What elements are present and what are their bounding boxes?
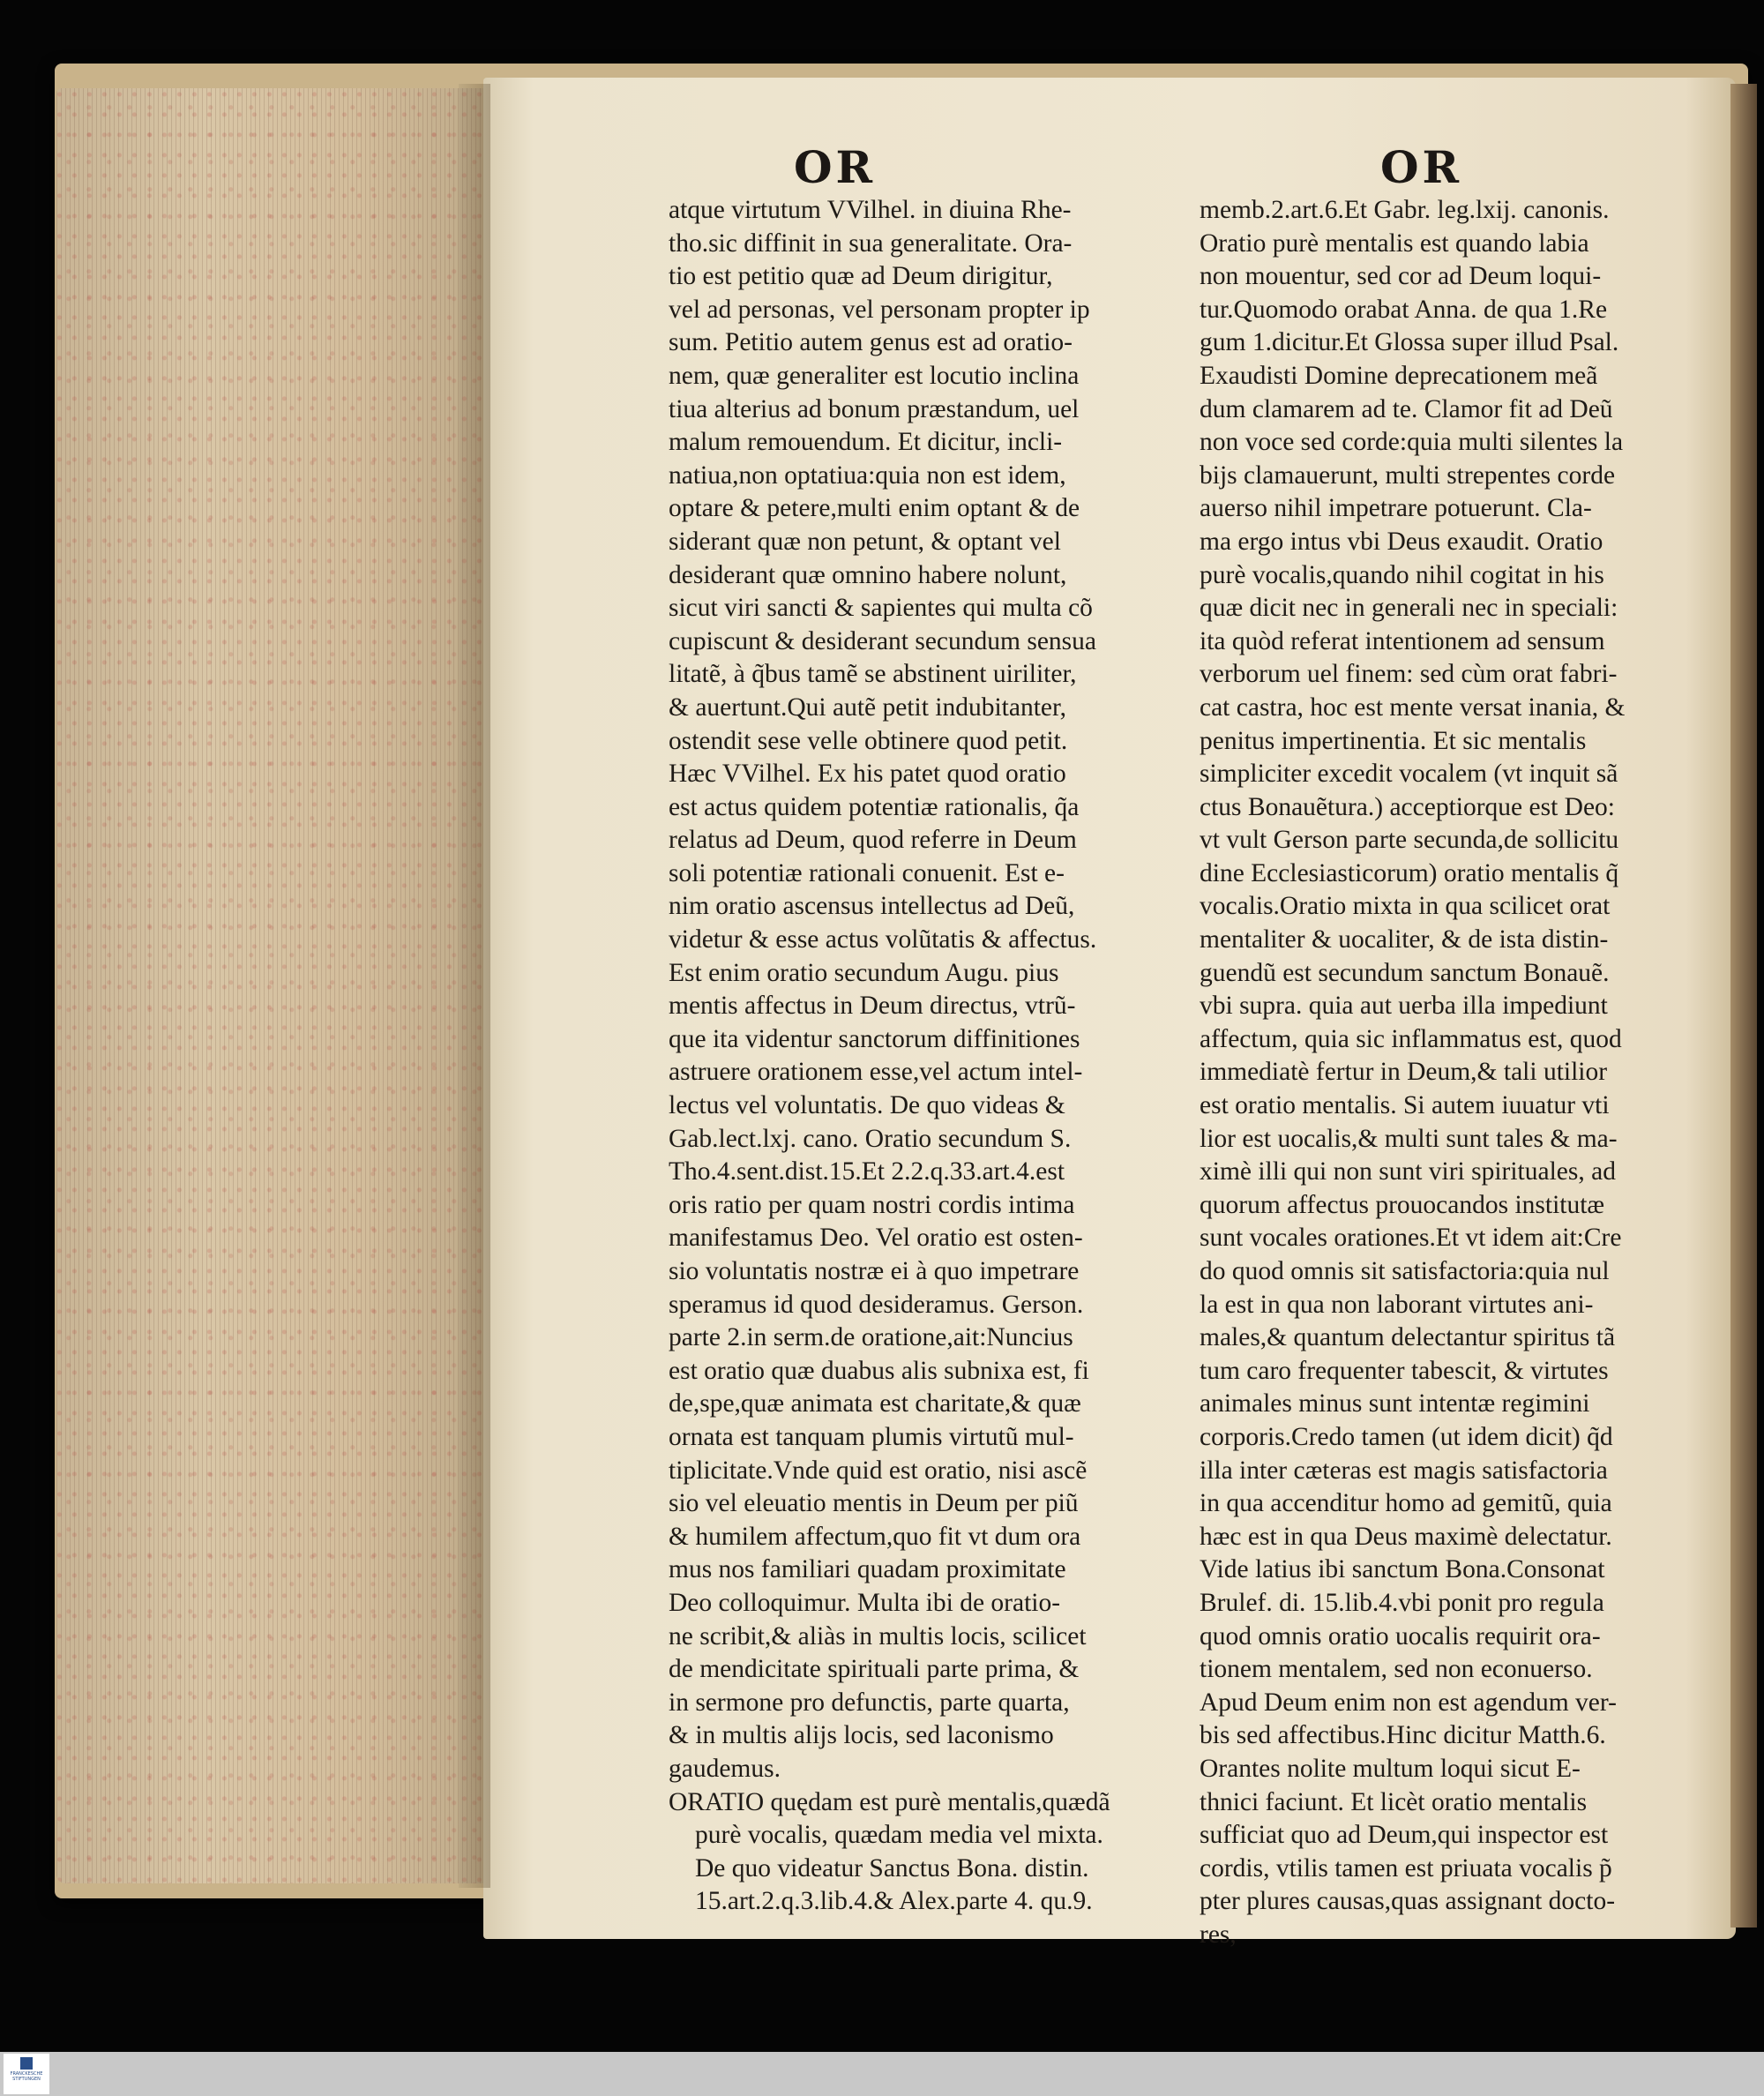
text-line: quæ dicit nec in generali nec in speciali: — [1200, 594, 1618, 623]
text-line: in qua accenditur homo ad gemitũ, quia — [1200, 1489, 1612, 1518]
text-line: res, — [1200, 1920, 1237, 1949]
text-line: relatus ad Deum, quod referre in Deum — [669, 826, 1077, 855]
text-line: immediatè fertur in Deum,& tali utilior — [1200, 1058, 1608, 1087]
logo-text: FRANCKESCHE STIFTUNGEN — [10, 2071, 43, 2082]
text-line: cordis, vtilis tamen est priuata vocalis p̃ — [1200, 1853, 1612, 1883]
text-line: de mendicitate spirituali parte prima, & — [669, 1655, 1080, 1684]
text-line: & humilem affectum,quo fit vt dum ora — [669, 1522, 1081, 1551]
text-line: & auertunt.Qui autẽ petit indubitanter, — [669, 692, 1067, 722]
text-line: verborum uel finem: sed cùm orat fabri- — [1200, 660, 1618, 689]
gutter-shadow — [459, 84, 490, 1888]
text-line: De quo videatur Sanctus Bona. distin. — [695, 1853, 1089, 1883]
text-line: tio est petitio quæ ad Deum dirigitur, — [669, 262, 1053, 291]
text-line: vbi supra. quia aut uerba illa impediunt — [1200, 992, 1608, 1021]
text-line: tiplicitate.Vnde quid est oratio, nisi ascẽ — [669, 1456, 1088, 1485]
fore-edge — [56, 88, 489, 1883]
text-line: purè vocalis,quando nihil cogitat in his — [1200, 560, 1604, 589]
text-line: Gab.lect.lxj. cano. Oratio secundum S. — [669, 1124, 1072, 1153]
text-line: Apud Deum enim non est agendum ver- — [1200, 1688, 1617, 1717]
text-line: Deo colloquimur. Multa ibi de oratio- — [669, 1588, 1061, 1617]
text-line: siderant quæ non petunt, & optant vel — [669, 527, 1061, 556]
text-line: memb.2.art.6.Et Gabr. leg.lxij. canonis. — [1200, 196, 1610, 224]
text-line: thnici faciunt. Et licèt oratio mentalis — [1200, 1787, 1588, 1816]
text-line: tionem mentalem, sed non econuerso. — [1200, 1655, 1593, 1684]
text-line: guendũ est secundum sanctum Bonauẽ. — [1200, 958, 1610, 987]
text-line: parte 2.in serm.de oratione,ait:Nuncius — [669, 1323, 1073, 1352]
text-line: purè vocalis, quædam media vel mixta. — [695, 1821, 1103, 1850]
text-line: lior est uocalis,& multi sunt tales & ma- — [1200, 1124, 1618, 1153]
text-line: ma ergo intus vbi Deus exaudit. Oratio — [1200, 527, 1603, 556]
text-line: ostendit sese velle obtinere quod petit. — [669, 726, 1068, 755]
binding-edge — [1730, 84, 1757, 1928]
text-line: affectum, quia sic inflammatus est, quod — [1200, 1024, 1622, 1053]
text-line: auerso nihil impetrare potuerunt. Cla- — [1200, 494, 1592, 523]
text-line: speramus id quod desideramus. Gerson. — [669, 1290, 1084, 1319]
text-line: hæc est in qua Deus maximè delectatur. — [1200, 1522, 1612, 1551]
text-line: Exaudisti Domine deprecationem meã — [1200, 361, 1598, 390]
viewer-footer-bar — [0, 2052, 1764, 2096]
text-line: atque virtutum VVilhel. in diuina Rhe- — [669, 196, 1072, 224]
text-line: nim oratio ascensus intellectus ad Deũ, — [669, 892, 1075, 921]
text-line: natiua,non optatiua:quia non est idem, — [669, 460, 1066, 490]
text-line: ctus Bonauẽtura.) acceptiorque est Deo: — [1200, 792, 1615, 821]
text-line: Oratio purè mentalis est quando labia — [1200, 228, 1589, 258]
text-line: Est enim oratio secundum Augu. pius — [669, 958, 1059, 987]
text-line: bis sed affectibus.Hinc dicitur Matth.6. — [1200, 1721, 1606, 1750]
text-line: est actus quidem potentiæ rationalis, q̃a — [669, 792, 1080, 821]
text-line: & in multis alijs locis, sed laconismo — [669, 1721, 1054, 1750]
text-line: cat castra, hoc est mente versat inania, & — [1200, 692, 1626, 722]
text-line: pter plures causas,quas assignant docto- — [1200, 1887, 1616, 1916]
text-line: dum clamarem ad te. Clamor fit ad Deũ — [1200, 394, 1613, 423]
text-line: optare & petere,multi enim optant & de — [669, 494, 1080, 523]
text-line: gaudemus. — [669, 1754, 781, 1783]
text-line: soli potentiæ rationali conuenit. Est e- — [669, 858, 1065, 887]
text-line: sunt vocales orationes.Et vt idem ait:Cre — [1200, 1224, 1622, 1253]
text-line: ornata est tanquam plumis virtutũ mul- — [669, 1422, 1074, 1451]
text-line: quod omnis oratio uocalis requirit ora- — [1200, 1621, 1601, 1651]
text-line: 15.art.2.q.3.lib.4.& Alex.parte 4. qu.9. — [695, 1887, 1093, 1916]
text-line: gum 1.dicitur.Et Glossa super illud Psal. — [1200, 328, 1619, 357]
text-line: videtur & esse actus volũtatis & affectus. — [669, 925, 1097, 954]
text-line: simpliciter excedit vocalem (vt inquit sã — [1200, 760, 1618, 789]
text-line: mus nos familiari quadam proximitate — [669, 1555, 1066, 1584]
library-logo[interactable] — [4, 2054, 49, 2094]
text-line: que ita videntur sanctorum diffinitiones — [669, 1024, 1080, 1053]
text-line: nem, quæ generaliter est locutio inclina — [669, 361, 1080, 390]
text-line: vel ad personas, vel personam propter ip — [669, 295, 1090, 324]
text-line: ximè illi qui non sunt viri spirituales, ad — [1200, 1157, 1616, 1186]
text-line: sio voluntatis nostræ ei à quo impetrare — [669, 1257, 1080, 1285]
text-line: manifestamus Deo. Vel oratio est osten- — [669, 1224, 1083, 1253]
text-line: Brulef. di. 15.lib.4.vbi ponit pro regula — [1200, 1588, 1604, 1617]
text-column-left — [669, 194, 1162, 1919]
text-line: dine Ecclesiasticorum) oratio mentalis q̃ — [1200, 858, 1619, 887]
text-line: de,spe,quæ animata est charitate,& quæ — [669, 1389, 1081, 1419]
text-line: ne scribit,& aliàs in multis locis, scilicet — [669, 1621, 1087, 1651]
text-line: vt vult Gerson parte secunda,de sollicitu — [1200, 826, 1619, 855]
text-line: sufficiat quo ad Deum,qui inspector est — [1200, 1821, 1609, 1850]
text-line: do quod omnis sit satisfactoria:quia nul — [1200, 1257, 1610, 1285]
text-line: animales minus sunt intentæ regimini — [1200, 1389, 1590, 1419]
text-line: ita quòd referat intentionem ad sensum — [1200, 626, 1605, 655]
text-line: quorum affectus prouocandos institutæ — [1200, 1190, 1605, 1219]
text-line: illa inter cæteras est magis satisfactoria — [1200, 1456, 1608, 1485]
text-line: oris ratio per quam nostri cordis intima — [669, 1190, 1075, 1219]
text-line: corporis.Credo tamen (ut idem dicit) q̃d — [1200, 1422, 1613, 1451]
text-line: cupiscunt & desiderant secundum sensua — [669, 626, 1096, 655]
text-line: ORATIO quędam est purè mentalis,quædã — [669, 1787, 1110, 1816]
text-line: mentaliter & uocaliter, & de ista distin- — [1200, 925, 1609, 954]
text-line: mentis affectus in Deum directus, vtrũ- — [669, 992, 1076, 1021]
text-line: lectus vel voluntatis. De quo videas & — [669, 1091, 1065, 1120]
text-line: est oratio mentalis. Si autem iuuatur vti — [1200, 1091, 1610, 1120]
text-line: non voce sed corde:quia multi silentes la — [1200, 428, 1624, 457]
running-head-right: OR — [1380, 141, 1463, 193]
text-line: malum remouendum. Et dicitur, incli- — [669, 428, 1063, 457]
text-line: vocalis.Oratio mixta in qua scilicet orat — [1200, 892, 1611, 921]
text-line: sio vel eleuatio mentis in Deum per piũ — [669, 1489, 1079, 1518]
text-line: non mouentur, sed cor ad Deum loqui- — [1200, 262, 1602, 291]
text-line: Tho.4.sent.dist.15.Et 2.2.q.33.art.4.est — [669, 1157, 1065, 1186]
text-line: litatẽ, à q̃bus tamẽ se abstinent uiriliter, — [669, 660, 1077, 689]
text-line: sum. Petitio autem genus est ad oratio- — [669, 328, 1073, 357]
text-line: tiua alterius ad bonum præstandum, uel — [669, 394, 1080, 423]
running-head-left: OR — [794, 141, 877, 193]
text-line: in sermone pro defunctis, parte quarta, — [669, 1688, 1070, 1717]
text-line: tho.sic diffinit in sua generalitate. Ora- — [669, 228, 1073, 258]
text-line: desiderant quæ omnino habere nolunt, — [669, 560, 1067, 589]
text-line: penitus impertinentia. Et sic mentalis — [1200, 726, 1587, 755]
text-column-right — [1200, 194, 1689, 1951]
text-line: bijs clamauerunt, multi strepentes corde — [1200, 460, 1616, 490]
text-line: astruere orationem esse,vel actum intel- — [669, 1058, 1083, 1087]
logo-icon — [20, 2057, 33, 2070]
text-line: Hæc VVilhel. Ex his patet quod oratio — [669, 760, 1066, 789]
text-line: tum caro frequenter tabescit, & virtutes — [1200, 1356, 1609, 1385]
text-line: la est in qua non laborant virtutes ani- — [1200, 1290, 1594, 1319]
text-line: males,& quantum delectantur spiritus tã — [1200, 1323, 1616, 1352]
text-line: Vide latius ibi sanctum Bona.Consonat — [1200, 1555, 1605, 1584]
text-line: sicut viri sancti & sapientes qui multa cõ — [669, 594, 1093, 623]
text-line: tur.Quomodo orabat Anna. de qua 1.Re — [1200, 295, 1608, 324]
text-line: est oratio quæ duabus alis subnixa est, fi — [669, 1356, 1089, 1385]
text-line: Orantes nolite multum loqui sicut E- — [1200, 1754, 1581, 1783]
